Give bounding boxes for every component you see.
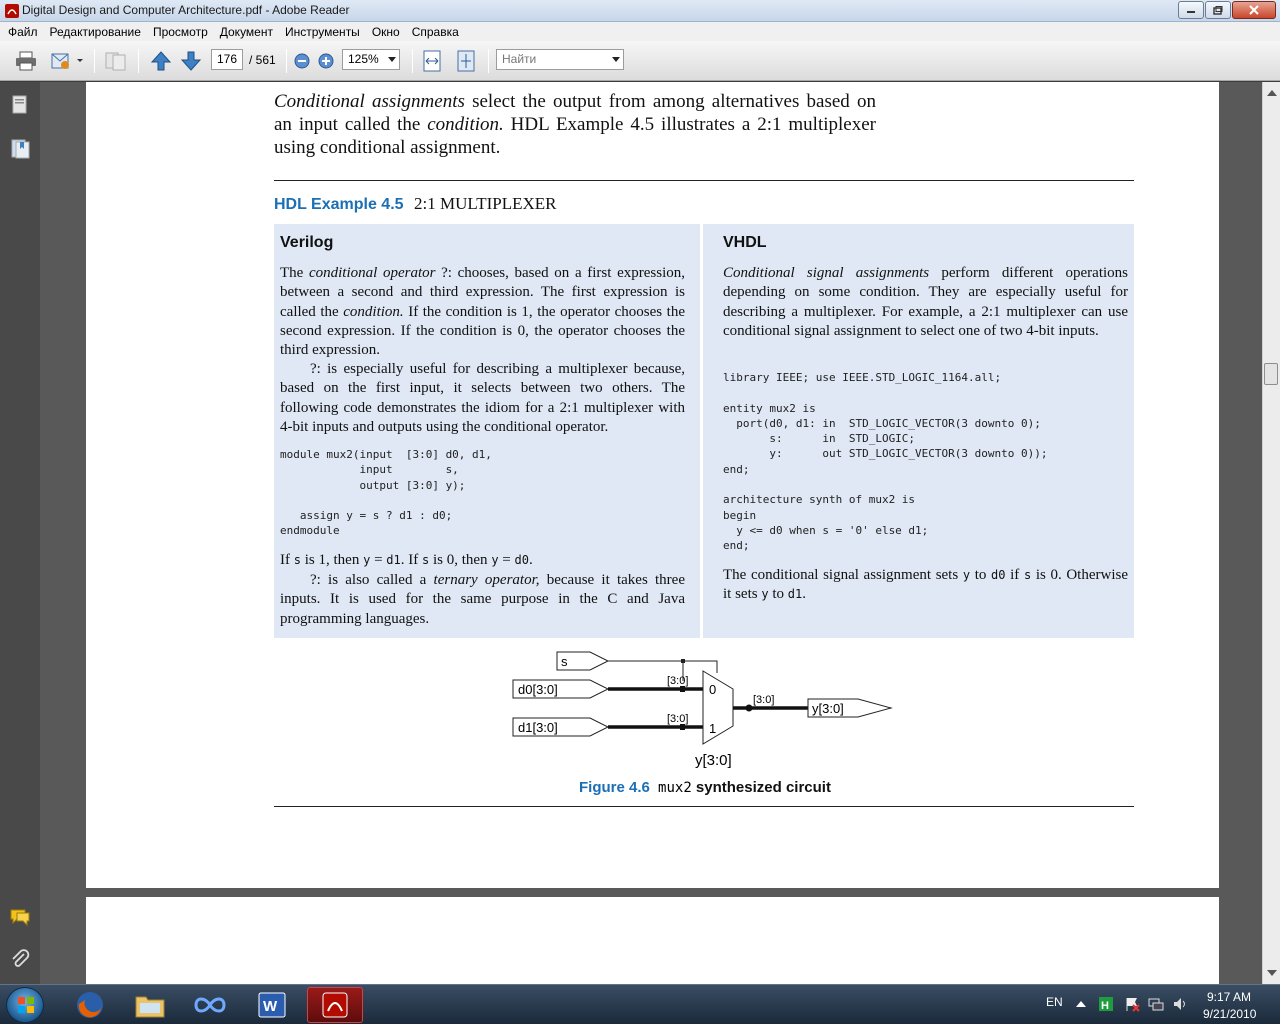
example-heading [274, 194, 556, 214]
title-bar [0, 0, 1280, 22]
zoom-in-icon [318, 53, 334, 69]
word-icon [257, 991, 287, 1019]
figure-caption [579, 779, 831, 796]
minimize-button[interactable] [1178, 1, 1204, 19]
input-d1 [513, 718, 608, 736]
fit-page-icon [457, 50, 475, 72]
previous-page-button[interactable] [148, 49, 174, 73]
menu-tools[interactable]: Инструменты [284, 24, 360, 39]
figure-number: Figure 4.6 [579, 779, 650, 796]
zoom-out-icon [294, 53, 310, 69]
share-button[interactable] [48, 49, 86, 73]
flag-icon[interactable] [1124, 996, 1140, 1012]
vhdl-paragraph-1: Conditional signal assignments perform different operations depending on some condition. They are especially useful for describing a multiplexer. For example, a 2:1 multiplexer can use conditional signal assignment to select one of two 4-bit inputs. [723, 265, 1128, 339]
toolbar [0, 41, 1280, 81]
verilog-paragraph-3: If s is 1, then y = d1. If s is 0, then y = d0. [280, 552, 533, 568]
zoom-in-button[interactable] [316, 49, 336, 73]
tray-app-icon[interactable] [1098, 996, 1114, 1012]
navigation-pane [0, 82, 40, 984]
zoom-out-button[interactable] [292, 49, 312, 73]
svg-text:s: s [561, 654, 568, 669]
mux-instance-label: y[3:0] [695, 752, 732, 769]
close-icon [1249, 5, 1259, 15]
taskbar-firefox[interactable] [62, 987, 118, 1023]
bus-label-d0: [3:0] [667, 675, 689, 687]
bus-label-d1: [3:0] [667, 713, 689, 725]
pdf-page-next [86, 897, 1219, 984]
svg-text:1: 1 [709, 721, 717, 736]
svg-text:y[3:0]: y[3:0] [812, 701, 844, 716]
menu-window[interactable]: Окно [371, 24, 400, 39]
output-y [808, 699, 891, 717]
verilog-heading: Verilog [280, 234, 334, 251]
section-divider [274, 180, 1134, 181]
bookmarks-icon[interactable] [9, 138, 31, 160]
infinity-icon [193, 995, 227, 1015]
scroll-up-icon[interactable] [1267, 90, 1277, 96]
intro-paragraph: Conditional assignments select the output from among alternatives based on an input called the condition. HDL Example 4.5 illustrates a 2:1 multiplexer using conditional assignment. [274, 91, 876, 158]
verilog-paragraph-4: ?: is also called a ternary operator, because it takes three inputs. It is used for the same purpose in the C and Java programming languages. [280, 572, 685, 627]
window-title: Digital Design and Computer Architecture.pdf - Adobe Reader [22, 3, 350, 17]
taskbar-adobe-reader[interactable] [307, 987, 363, 1023]
search-input[interactable] [496, 49, 624, 70]
vhdl-panel [703, 224, 1134, 638]
mux2-circuit-diagram [500, 645, 910, 775]
minimize-icon [1186, 6, 1196, 14]
show-hidden-icons-icon[interactable] [1076, 1000, 1086, 1008]
verilog-code: module mux2(input [3:0] d0, d1, input s, output [3:0] y); assign y = s ? d1 : d0; endmodule [280, 448, 492, 538]
restore-icon [1213, 6, 1223, 15]
figure-divider [274, 806, 1134, 807]
clock-time[interactable]: 9:17 AM [1207, 990, 1252, 1004]
figure-caption-text: synthesized circuit [695, 779, 831, 796]
arrow-up-icon [150, 50, 172, 72]
page-thumbnails-icon[interactable] [9, 94, 31, 116]
comments-icon[interactable] [9, 906, 31, 928]
zoom-value: 125% [348, 52, 379, 66]
chevron-down-icon [388, 57, 396, 63]
chevron-down-icon [612, 57, 620, 63]
restore-button[interactable] [1205, 1, 1231, 19]
search-placeholder: Найти [502, 52, 537, 66]
fit-width-icon [423, 50, 441, 72]
start-button[interactable] [6, 987, 44, 1023]
menu-edit[interactable]: Редактирование [49, 24, 141, 39]
vhdl-code: library IEEE; use IEEE.STD_LOGIC_1164.all; entity mux2 is port(d0, d1: in STD_LOGIC_VECTOR(3 downto 0); s: in STD_LOGIC; y: out STD_LOGIC_VECTOR(3 downto 0)); end; architecture synth of mux2 is begin y <= d0 when s = '0' else d1; end; [723, 371, 1048, 553]
svg-text:H: H [1101, 1000, 1109, 1012]
taskbar-app[interactable] [182, 987, 238, 1023]
volume-icon[interactable] [1172, 996, 1188, 1012]
fit-width-button[interactable] [420, 49, 444, 73]
svg-text:0: 0 [709, 682, 717, 697]
page-number-input[interactable]: 176 [211, 49, 243, 70]
taskbar-explorer[interactable] [122, 987, 178, 1023]
menu-help[interactable]: Справка [411, 24, 459, 39]
page-total: / 561 [249, 53, 276, 67]
verilog-paragraph-2: ?: is especially useful for describing a multiplexer because, based on the first input, it selects between two others. The following code demonstrates the idiom for a 2:1 multiplexer with 4-bit inputs and outputs using the conditional operator. [280, 361, 685, 435]
scroll-down-icon[interactable] [1267, 970, 1277, 976]
collaborate-button[interactable] [102, 49, 130, 73]
menu-file[interactable]: Файл [8, 24, 38, 39]
menu-bar [0, 22, 1280, 41]
zoom-select[interactable] [342, 49, 400, 70]
mux-body [703, 671, 733, 744]
arrow-down-icon [180, 50, 202, 72]
vertical-scrollbar[interactable] [1262, 82, 1280, 984]
svg-text:W: W [263, 998, 278, 1015]
print-button[interactable] [12, 49, 40, 73]
bus-label-y: [3:0] [753, 694, 775, 706]
network-icon[interactable] [1148, 996, 1164, 1012]
adobe-reader-icon [321, 991, 349, 1019]
input-s [557, 652, 608, 670]
fit-page-button[interactable] [454, 49, 478, 73]
vhdl-heading: VHDL [723, 234, 767, 251]
taskbar-word[interactable] [244, 987, 300, 1023]
clock-date[interactable]: 9/21/2010 [1203, 1007, 1257, 1021]
windows-logo-icon [7, 988, 45, 1024]
firefox-icon [75, 990, 105, 1020]
figure-mono-label: mux2 [658, 780, 692, 796]
example-title: 2:1 MULTIPLEXER [414, 194, 557, 213]
close-button[interactable] [1232, 1, 1276, 19]
menu-document[interactable]: Документ [219, 24, 273, 39]
vhdl-paragraph-2: The conditional signal assignment sets y to d0 if s is 0. Otherwise it sets y to d1. [723, 567, 1128, 603]
example-number: HDL Example 4.5 [274, 196, 404, 213]
svg-text:d1[3:0]: d1[3:0] [518, 720, 558, 735]
verilog-panel [274, 224, 700, 638]
scroll-thumb[interactable] [1264, 363, 1278, 385]
printer-icon [15, 51, 37, 71]
svg-text:d0[3:0]: d0[3:0] [518, 682, 558, 697]
verilog-paragraph-1: The conditional operator ?: chooses, based on a first expression, between a second and third expression. The first expression is called the condition. If the condition is 1, the operator chooses the second expression. If the condition is 0, the operator chooses the third expression. [280, 265, 685, 359]
folder-icon [134, 991, 166, 1019]
menu-view[interactable]: Просмотр [152, 24, 208, 39]
input-d0 [513, 680, 608, 698]
envelope-print-icon [50, 51, 84, 71]
language-indicator[interactable]: EN [1046, 995, 1063, 1009]
next-page-button[interactable] [178, 49, 204, 73]
taskbar [0, 984, 1280, 1024]
adobe-reader-icon [4, 3, 20, 19]
pages-icon [104, 51, 128, 71]
paperclip-icon[interactable] [9, 948, 31, 970]
